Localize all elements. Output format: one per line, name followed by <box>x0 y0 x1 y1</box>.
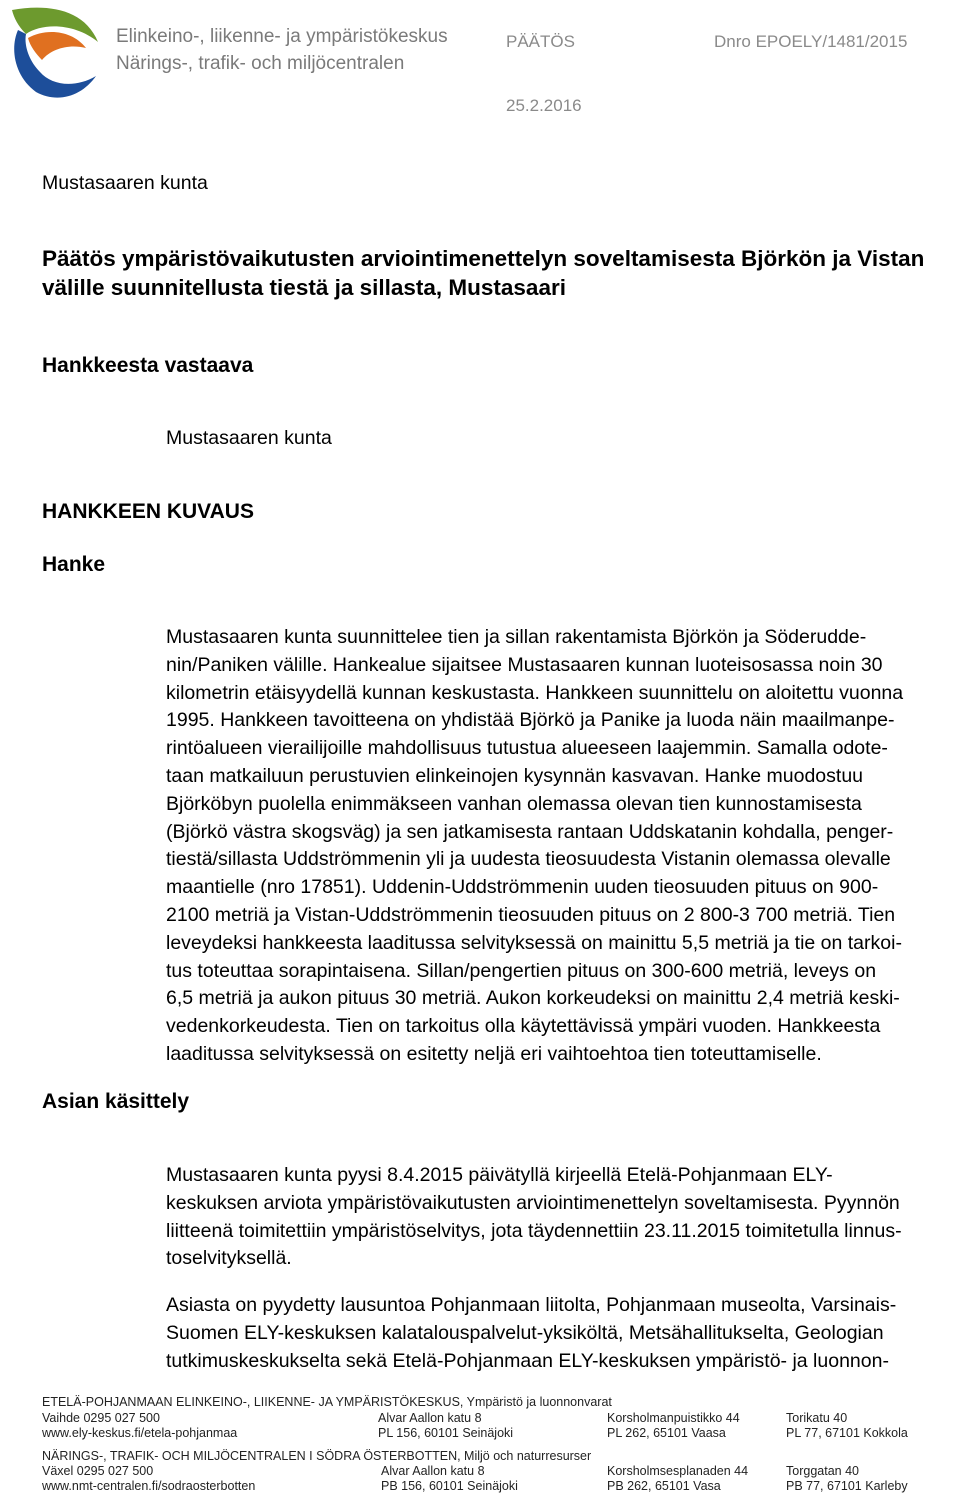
org-name-swedish: Närings-, trafik- och miljöcentralen <box>116 53 405 74</box>
paragraph-line: kilometrin etäisyydellä kunnan keskustasta. Hankkeen suunnittelu on aloitettu vuonna <box>166 681 904 704</box>
paragraph-line: nin/Paniken välille. Hankealue sijaitsee Mustasaaren kunnan luoteisosassa noin 30 <box>166 653 883 676</box>
recipient: Mustasaaren kunta <box>42 172 208 194</box>
footer-finnish-phone: Vaihde 0295 027 500 <box>42 1411 160 1425</box>
footer-swedish-title: NÄRINGS-, TRAFIK- OCH MILJÖCENTRALEN I SÖDRA ÖSTERBOTTEN, Miljö och naturresurser <box>42 1449 592 1463</box>
responsible-party-heading: Hankkeesta vastaava <box>42 354 254 377</box>
document-type: PÄÄTÖS <box>506 32 575 51</box>
ely-logo <box>6 4 100 100</box>
paragraph-line: 1995. Hankkeen tavoitteena on yhdistää Björkö ja Panike ja luoda näin maailmanpe- <box>166 709 895 732</box>
footer-swedish-address-2-post: PB 262, 65101 Vasa <box>607 1479 721 1493</box>
document-date: 25.2.2016 <box>506 96 582 115</box>
responsible-party-value: Mustasaaren kunta <box>166 427 332 449</box>
handling-paragraph-1 <box>166 1162 960 1273</box>
footer-finnish-website: www.ely-keskus.fi/etela-pohjanmaa <box>42 1426 238 1440</box>
handling-heading: Asian käsittely <box>42 1090 190 1113</box>
paragraph-line: laaditussa selvityksessä on esitetty neljä eri vaihtoehtoa tien toteuttamiselle. <box>166 1042 822 1065</box>
project-paragraph <box>166 624 960 1069</box>
paragraph-line: tiestä/sillasta Uddströmmenin yli ja uudesta tieosuudesta Vistanin olemassa olevalle <box>166 848 891 871</box>
paragraph-line: (Björkö västra skogsväg) ja sen jatkamisesta rantaan Uddskatanin kohdalla, penger- <box>166 820 894 843</box>
paragraph-line: Asiasta on pyydetty lausuntoa Pohjanmaan liitolta, Pohjanmaan museolta, Varsinais- <box>166 1294 897 1316</box>
footer-finnish-title: ETELÄ-POHJANMAAN ELINKEINO-, LIIKENNE- JA YMPÄRISTÖKESKUS, Ympäristö ja luonnonvarat <box>42 1395 612 1409</box>
paragraph-line: taan matkailuun perustuvien elinkeinojen kysynnän kasvavan. Hanke muodostuu <box>166 764 864 787</box>
paragraph-line: Mustasaaren kunta pyysi 8.4.2015 päivätyllä kirjeellä Etelä-Pohjanmaan ELY- <box>166 1164 833 1186</box>
paragraph-line: Björköbyn puolella enimmäkseen vanhan olemassa olevan tien kunnostamisesta <box>166 792 862 815</box>
paragraph-line: tus toteuttaa sorapintaisena. Sillan/pengertien pituus on 300-600 metriä, leveys on <box>166 959 877 982</box>
footer-swedish-address-1-street: Alvar Aallon katu 8 <box>381 1464 485 1478</box>
footer-swedish-website: www.nmt-centralen.fi/sodraosterbotten <box>42 1479 256 1493</box>
project-heading: Hanke <box>42 553 106 576</box>
footer-swedish-phone: Växel 0295 027 500 <box>42 1464 154 1478</box>
footer-finnish-address-3-street: Torikatu 40 <box>786 1411 848 1425</box>
footer-swedish-address-3-post: PB 77, 67101 Karleby <box>786 1479 908 1493</box>
footer-finnish-address-2-street: Korsholmanpuistikko 44 <box>607 1411 740 1425</box>
footer-swedish-address-2-street: Korsholmsesplanaden 44 <box>607 1464 749 1478</box>
handling-paragraph-2 <box>166 1292 960 1375</box>
footer-finnish-address-3-post: PL 77, 67101 Kokkola <box>786 1426 908 1440</box>
footer-finnish-address-1-street: Alvar Aallon katu 8 <box>378 1411 482 1425</box>
decision-title: Päätös ympäristövaikutusten arviointimenettelyn soveltamisesta Björkön ja Vistan välille suunnitellusta tiestä ja sillasta, Mustasaari <box>42 246 925 300</box>
paragraph-line: tutkimuskeskukselta sekä Etelä-Pohjanmaan ELY-keskuksen ympäristö- ja luonnon- <box>166 1349 889 1372</box>
project-description-heading: HANKKEEN KUVAUS <box>42 500 254 523</box>
paragraph-line: 2100 metriä ja Vistan-Uddströmmenin tieosuuden pituus on 2 800-3 700 metriä. Tien <box>166 903 896 926</box>
paragraph-line: toselvityksellä. <box>166 1247 292 1270</box>
org-name-finnish: Elinkeino-, liikenne- ja ympäristökeskus <box>116 26 448 47</box>
paragraph-line: liitteenä toimitettiin ympäristöselvitys, jota täydennettiin 23.11.2015 toimitetulla linnus- <box>166 1219 902 1242</box>
paragraph-line: Mustasaaren kunta suunnittelee tien ja sillan rakentamista Björkön ja Söderudde- <box>166 626 867 648</box>
paragraph-line: rintöalueen vierailijoille mahdollisuus tutustua alueeseen laajemmin. Samalla odote- <box>166 737 888 760</box>
paragraph-line: leveydeksi hankkeesta laaditussa selvityksessä on mainittu 5,5 metriä ja tie on tarkoi- <box>166 931 902 954</box>
paragraph-line: keskuksen arviota ympäristövaikutusten arviointimenettelyn soveltamisesta. Pyynnön <box>166 1191 900 1214</box>
record-number: Dnro EPOELY/1481/2015 <box>714 32 908 51</box>
footer-finnish-address-2-post: PL 262, 65101 Vaasa <box>607 1426 726 1440</box>
paragraph-line: 6,5 metriä ja aukon pituus 30 metriä. Aukon korkeudeksi on mainittu 2,4 metriä keski- <box>166 987 900 1010</box>
footer-swedish-address-1-post: PB 156, 60101 Seinäjoki <box>381 1479 518 1493</box>
paragraph-line: Suomen ELY-keskuksen kalatalouspalvelut-yksiköltä, Metsähallitukselta, Geologian <box>166 1321 884 1344</box>
footer-swedish-address-3-street: Torggatan 40 <box>786 1464 859 1478</box>
footer-finnish-address-1-post: PL 156, 60101 Seinäjoki <box>378 1426 514 1440</box>
paragraph-line: maantielle (nro 17851). Uddenin-Uddströmmenin uuden tieosuuden pituus on 900- <box>166 876 879 899</box>
paragraph-line: vedenkorkeudesta. Tien on tarkoitus olla käytettävissä ympäri vuoden. Hankkeesta <box>166 1015 881 1038</box>
